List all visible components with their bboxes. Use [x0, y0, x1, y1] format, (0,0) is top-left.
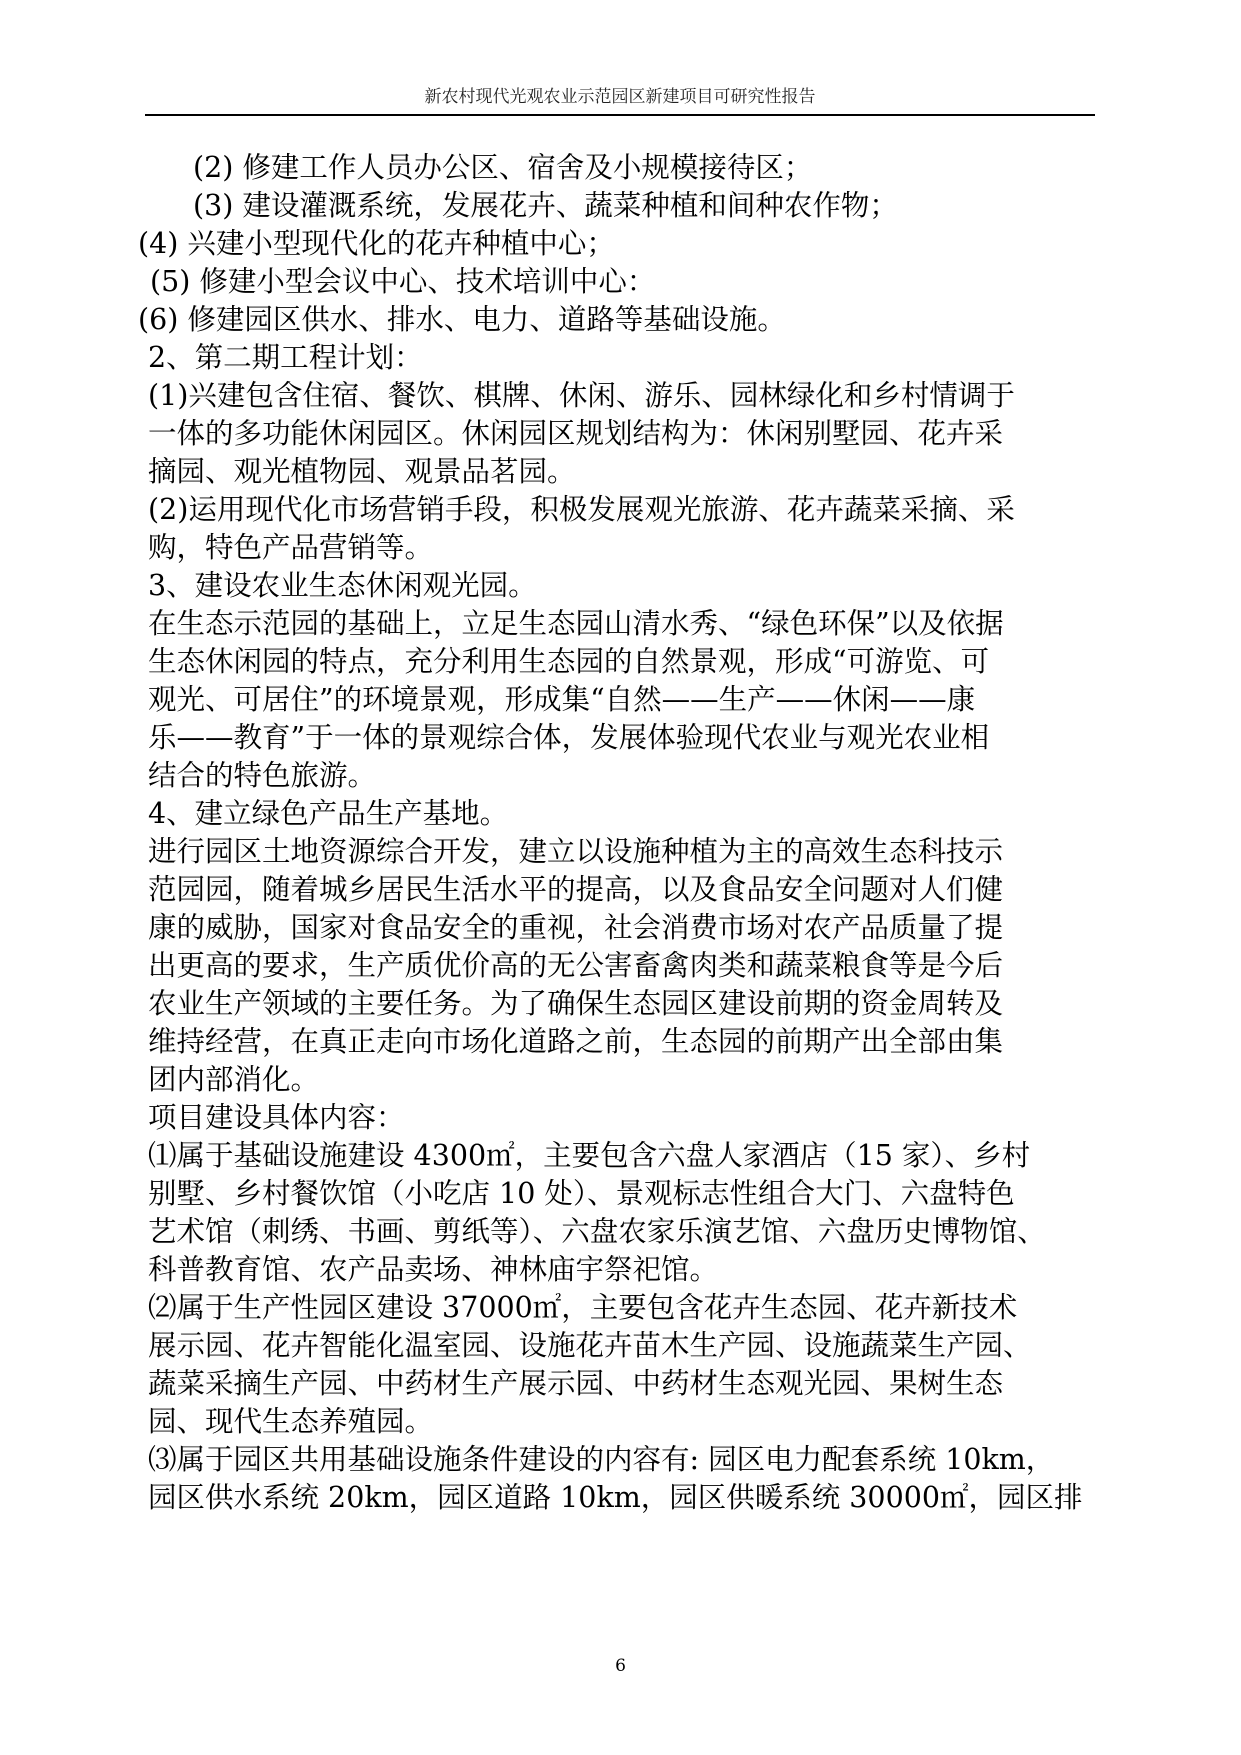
text-line: 康的威胁，国家对食品安全的重视，社会消费市场对农产品质量了提: [148, 911, 1004, 944]
text-line: 一体的多功能休闲园区。休闲园区规划结构为：休闲别墅园、花卉采: [148, 417, 1004, 450]
page-number: 6: [615, 1656, 626, 1676]
text-line: 购，特色产品营销等。: [148, 531, 434, 564]
text-line: 项目建设具体内容：: [148, 1101, 405, 1134]
text-line: (3) 建设灌溉系统，发展花卉、蔬菜种植和间种农作物；: [193, 189, 898, 222]
text-line: 范园园，随着城乡居民生活水平的提高，以及食品安全问题对人们健: [148, 873, 1004, 906]
text-line: (5) 修建小型会议中心、技术培训中心：: [150, 265, 656, 298]
text-line: 观光、可居住”的环境景观，形成集“自然——生产——休闲——康: [148, 683, 976, 716]
text-line: 维持经营，在真正走向市场化道路之前，生态园的前期产出全部由集: [148, 1025, 1004, 1058]
text-line: ⑴属于基础设施建设 4300㎡，主要包含六盘人家酒店（15 家）、乡村: [148, 1139, 1031, 1172]
text-line: ⑶属于园区共用基础设施条件建设的内容有: 园区电力配套系统 10km，: [148, 1443, 1055, 1476]
text-line: 展示园、花卉智能化温室园、设施花卉苗木生产园、设施蔬菜生产园、: [148, 1329, 1032, 1362]
header-rule: [145, 114, 1095, 116]
text-line: 4、建立绿色产品生产基地。: [148, 797, 509, 830]
text-line: (6) 修建园区供水、排水、电力、道路等基础设施。: [138, 303, 786, 336]
text-line: 进行园区土地资源综合开发，建立以设施种植为主的高效生态科技示: [148, 835, 1004, 868]
text-line: 科普教育馆、农产品卖场、神林庙宇祭祀馆。: [148, 1253, 719, 1286]
text-line: (1)兴建包含住宿、餐饮、棋牌、休闲、游乐、园林绿化和乡村情调于: [148, 379, 1015, 412]
text-line: 2、第二期工程计划：: [148, 341, 423, 374]
running-header: 新农村现代光观农业示范园区新建项目可研究性报告: [424, 87, 816, 107]
text-line: 乐——教育”于一体的景观综合体，发展体验现代农业与观光农业相: [148, 721, 990, 754]
text-line: 出更高的要求，生产质优价高的无公害畜禽肉类和蔬菜粮食等是今后: [148, 949, 1004, 982]
text-line: 3、建设农业生态休闲观光园。: [148, 569, 537, 602]
text-line: 艺术馆（刺绣、书画、剪纸等）、六盘农家乐演艺馆、六盘历史博物馆、: [148, 1215, 1046, 1248]
text-line: 别墅、乡村餐饮馆（小吃店 10 处）、景观标志性组合大门、六盘特色: [148, 1177, 1015, 1210]
text-line: ⑵属于生产性园区建设 37000㎡，主要包含花卉生态园、花卉新技术: [148, 1291, 1018, 1324]
text-line: (4) 兴建小型现代化的花卉种植中心；: [138, 227, 615, 260]
text-line: 园、现代生态养殖园。: [148, 1405, 434, 1438]
text-line: 摘园、观光植物园、观景品茗园。: [148, 455, 576, 488]
text-line: 结合的特色旅游。: [148, 759, 377, 792]
text-line: 团内部消化。: [148, 1063, 320, 1096]
text-line: 蔬菜采摘生产园、中药材生产展示园、中药材生态观光园、果树生态: [148, 1367, 1004, 1400]
text-line: 在生态示范园的基础上，立足生态园山清水秀、“绿色环保”以及依据: [148, 607, 1004, 640]
text-line: 生态休闲园的特点，充分利用生态园的自然景观，形成“可游览、可: [148, 645, 990, 678]
text-line: (2)运用现代化市场营销手段，积极发展观光旅游、花卉蔬菜采摘、采: [148, 493, 1015, 526]
text-line: 农业生产领域的主要任务。为了确保生态园区建设前期的资金周转及: [148, 987, 1004, 1020]
text-line: 园区供水系统 20km，园区道路 10km，园区供暖系统 30000㎡，园区排: [148, 1481, 1083, 1514]
text-line: (2) 修建工作人员办公区、宿舍及小规模接待区；: [193, 151, 813, 184]
